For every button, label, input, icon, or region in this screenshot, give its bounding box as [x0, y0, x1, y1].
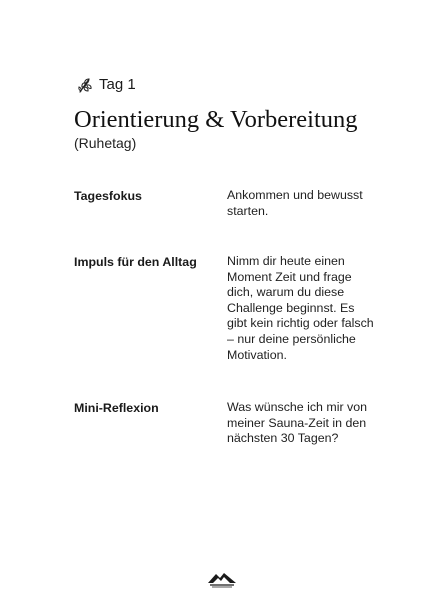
page-subtitle: (Ruhetag)	[74, 135, 137, 151]
mountain-logo-icon	[207, 569, 237, 589]
page-title: Orientierung & Vorbereitung	[74, 106, 358, 133]
section-label: Tagesfokus	[74, 189, 142, 203]
section-label: Impuls für den Alltag	[74, 255, 197, 269]
section-text: Ankommen und bewusst starten.	[227, 188, 363, 218]
section-text: Nimm dir heute einen Moment Zeit und frage dich, warum du diese Challenge beginnst. Es gibt kein richtig oder falsch – nur deine persönliche Motivation.	[227, 254, 374, 362]
leaf-icon	[77, 76, 93, 94]
section-text: Was wünsche ich mir von meiner Sauna-Zeit in den nächsten 30 Tagen?	[227, 400, 368, 446]
day-label: Tag 1	[99, 76, 136, 93]
day-header	[77, 75, 136, 95]
section-label: Mini-Reflexion	[74, 401, 159, 415]
